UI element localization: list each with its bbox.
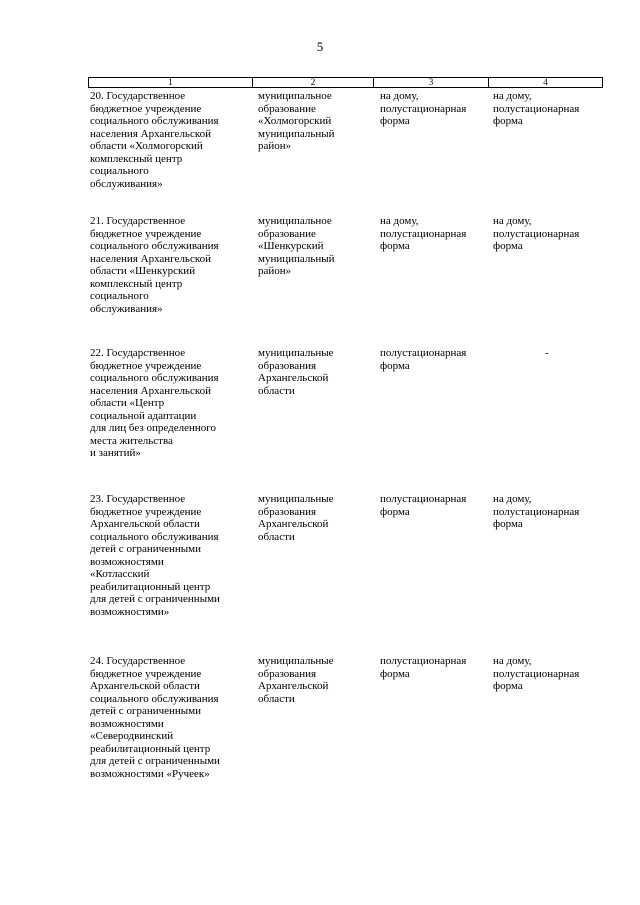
table-header-col-3: 3 — [374, 78, 489, 87]
institution-name: 21. Государственное бюджетное учреждение социального обслуживания населения Архангельской области «Шенкурский комплексный центр социального обслуживания» — [90, 215, 219, 315]
table-row — [88, 90, 603, 190]
service-form-col4: на дому, полустационарная форма — [493, 493, 580, 530]
table-header-row — [88, 77, 603, 88]
municipality: муниципальные образования Архангельской области — [258, 655, 334, 705]
service-form-col3: полустационарная форма — [380, 493, 467, 518]
service-form-col3: полустационарная форма — [380, 347, 467, 372]
service-form-col3: на дому, полустационарная форма — [380, 90, 467, 127]
table-header-col-2: 2 — [253, 78, 374, 87]
municipality: муниципальное образование «Шенкурский муниципальный район» — [258, 215, 335, 277]
institution-name: 20. Государственное бюджетное учреждение социального обслуживания населения Архангельской области «Холмогорский комплексный центр социального обслуживания» — [90, 90, 219, 190]
municipality: муниципальные образования Архангельской области — [258, 493, 334, 543]
service-form-col4: на дому, полустационарная форма — [493, 90, 580, 127]
service-form-col4: на дому, полустационарная форма — [493, 215, 580, 252]
service-form-col4: на дому, полустационарная форма — [493, 655, 580, 692]
table-row — [88, 215, 603, 315]
table-header-col-4: 4 — [543, 77, 548, 87]
institution-name: 24. Государственное бюджетное учреждение Архангельской области социального обслуживания детей с ограниченными возможностями «Северодвинский реабилитационный центр для детей с ограниченными возможностями «Ручеек» — [90, 655, 220, 780]
service-form-col3: на дому, полустационарная форма — [380, 215, 467, 252]
table-header-col-1: 1 — [89, 78, 253, 87]
page-number: 5 — [316, 39, 324, 54]
table-row — [88, 493, 603, 618]
table-row — [88, 347, 603, 460]
service-form-col4: - — [545, 347, 549, 359]
municipality: муниципальное образование «Холмогорский муниципальный район» — [258, 90, 335, 152]
table-row — [88, 655, 603, 780]
institution-name: 22. Государственное бюджетное учреждение социального обслуживания населения Архангельской области «Центр социальной адаптации для лиц без определенного места жительства и занятий» — [90, 347, 219, 459]
institution-name: 23. Государственное бюджетное учреждение Архангельской области социального обслуживания детей с ограниченными возможностями «Котласский реабилитационный центр для детей с ограниченными возможностями» — [90, 493, 220, 618]
service-form-col3: полустационарная форма — [380, 655, 467, 680]
municipality: муниципальные образования Архангельской области — [258, 347, 334, 397]
